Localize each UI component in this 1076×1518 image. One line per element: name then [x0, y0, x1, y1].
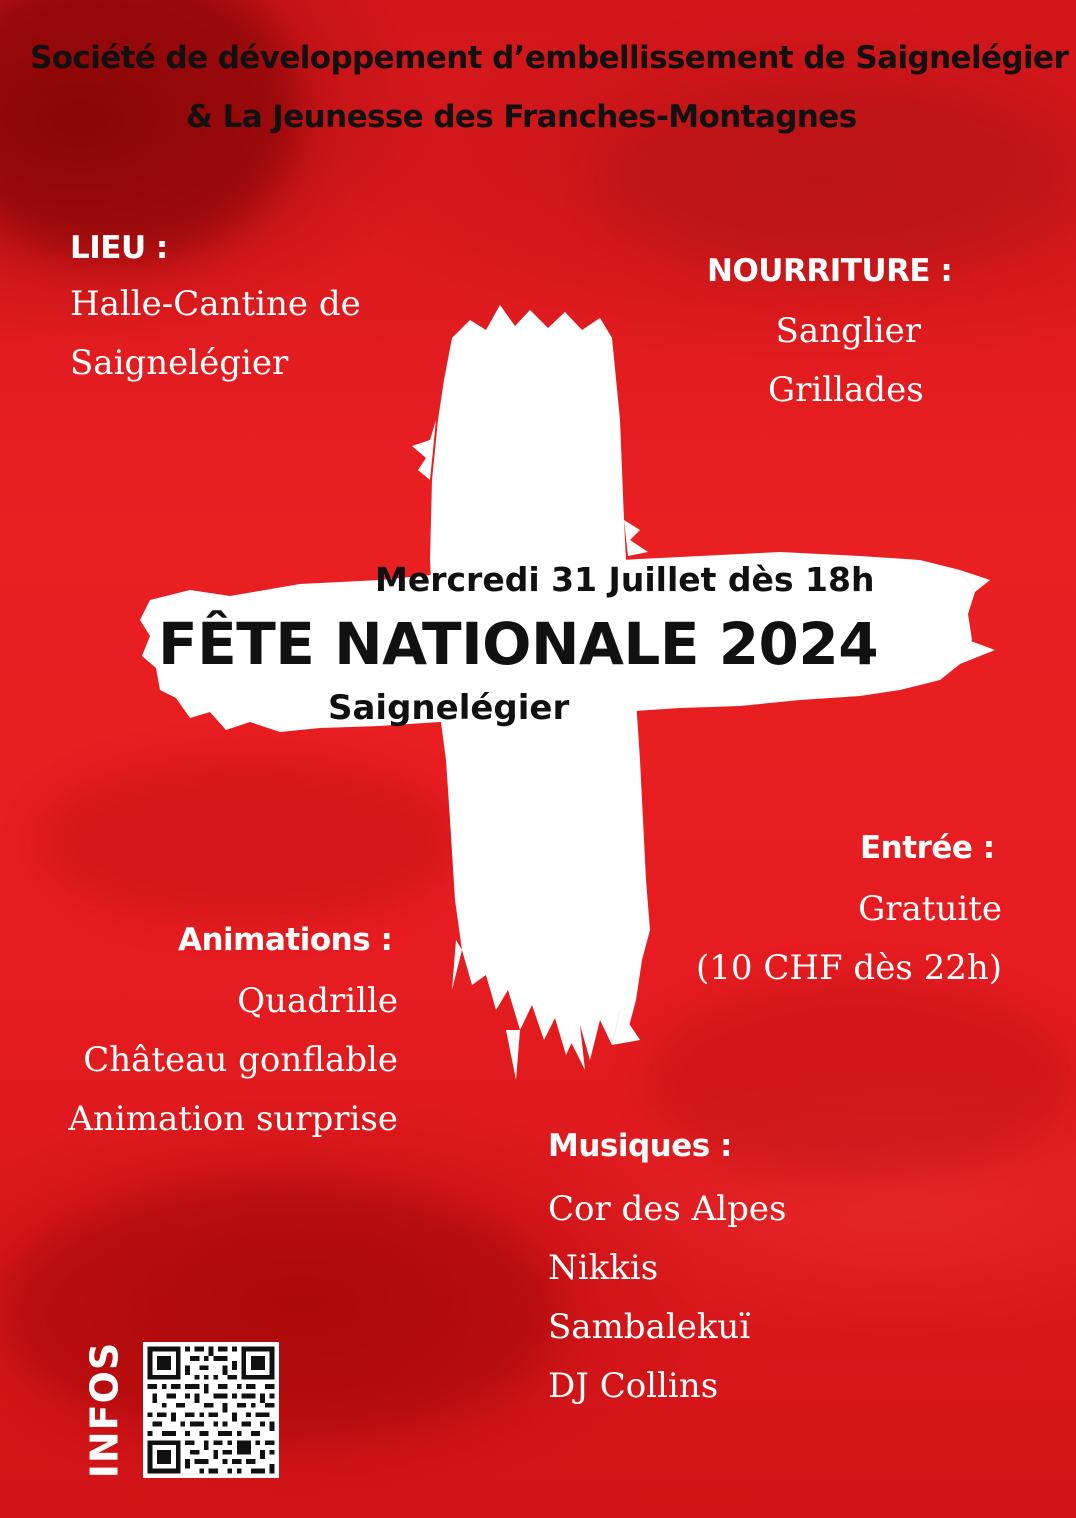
entree-item: Gratuite: [858, 889, 1002, 929]
musiques-item: Cor des Alpes: [548, 1189, 787, 1229]
animations-list: [68, 972, 398, 1149]
musiques-item: DJ Collins: [548, 1366, 719, 1406]
musiques-item: Nikkis: [548, 1248, 659, 1288]
entree-label: Entrée :: [860, 830, 995, 866]
lieu-list: [70, 275, 361, 393]
entree-list: [696, 880, 1002, 998]
nourriture-label: NOURRITURE :: [707, 253, 953, 289]
organizer-line-1: Société de développement d’embellissement de Saignelégier: [30, 40, 1069, 76]
musiques-item: Sambalekuï: [548, 1307, 751, 1347]
event-place: Saignelégier: [328, 688, 570, 728]
lieu-item: Saignelégier: [70, 343, 289, 383]
event-date: Mercredi 31 Juillet dès 18h: [375, 560, 875, 599]
musiques-list: [548, 1180, 786, 1416]
animations-item: Château gonflable: [83, 1040, 398, 1080]
nourriture-item: Sanglier: [775, 311, 921, 351]
qr-code-icon[interactable]: [143, 1342, 279, 1478]
infos-label: INFOS: [82, 1341, 127, 1479]
nourriture-item: Grillades: [768, 370, 924, 410]
musiques-label: Musiques :: [548, 1128, 732, 1164]
infos-label-box: [78, 1340, 130, 1480]
animations-label: Animations :: [178, 922, 393, 958]
event-title: FÊTE NATIONALE 2024: [158, 610, 879, 678]
lieu-item: Halle-Cantine de: [70, 284, 361, 324]
animations-item: Animation surprise: [68, 1099, 398, 1139]
entree-item: (10 CHF dès 22h): [696, 948, 1002, 988]
organizer-line-2: & La Jeunesse des Franches-Montagnes: [186, 99, 857, 135]
nourriture-list: [768, 302, 924, 420]
lieu-label: LIEU :: [70, 230, 168, 266]
animations-item: Quadrille: [237, 981, 398, 1021]
